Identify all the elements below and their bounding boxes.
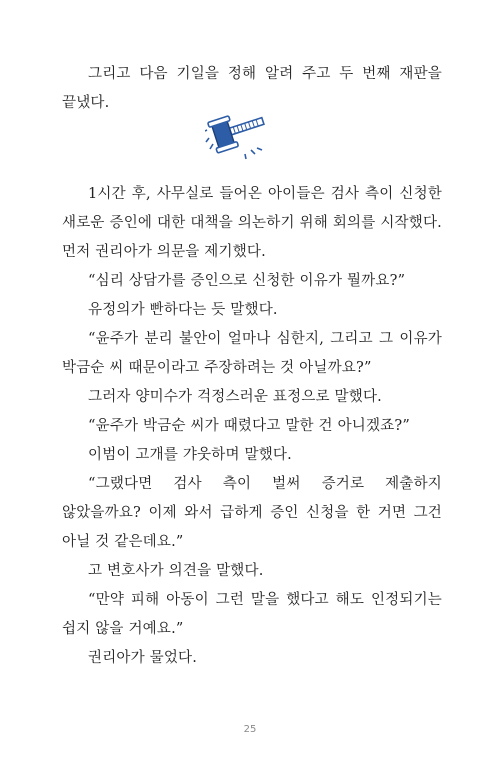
body-paragraph: 그러자 양미수가 걱정스러운 표정으로 말했다.	[88, 389, 382, 405]
dialogue-line: “윤주가 분리 불안이 얼마나 심한지, 그리고 그 이유가 박금순 씨 때문이라고 주장하려는 것 아닐까요?”	[62, 331, 442, 376]
body-paragraph: 이범이 고개를 갸웃하며 말했다.	[88, 447, 292, 463]
body-paragraph: 유정의가 빤하다는 듯 말했다.	[88, 302, 278, 318]
body-paragraph: 고 변호사가 의견을 말했다.	[88, 563, 264, 579]
dialogue-line: “그랬다면 검사 측이 벌써 증거로 제출하지 않았을까요? 이제 와서 급하게 증인 신청을 한 거면 그건 아닐 것 같은데요.”	[62, 476, 442, 550]
gavel-icon	[205, 104, 269, 160]
page-number: 25	[243, 724, 257, 735]
dialogue-line: “만약 피해 아동이 그런 말을 했다고 해도 인정되기는 쉽지 않을 거예요.”	[62, 592, 442, 637]
intro-paragraph: 그리고 다음 기일을 정해 알려 주고 두 번째 재판을 끝냈다.	[62, 66, 442, 111]
body-paragraph: 권리아가 물었다.	[88, 650, 198, 666]
dialogue-line: “윤주가 박금순 씨가 때렸다고 말한 건 아니겠죠?”	[88, 418, 410, 434]
dialogue-line: “심리 상담가를 증인으로 신청한 이유가 뭘까요?”	[88, 273, 406, 289]
body-text	[62, 180, 442, 673]
body-paragraph: 1시간 후, 사무실로 들어온 아이들은 검사 측이 신청한 새로운 증인에 대한 대책을 의논하기 위해 회의를 시작했다. 먼저 권리아가 의문을 제기했다.	[62, 186, 442, 260]
